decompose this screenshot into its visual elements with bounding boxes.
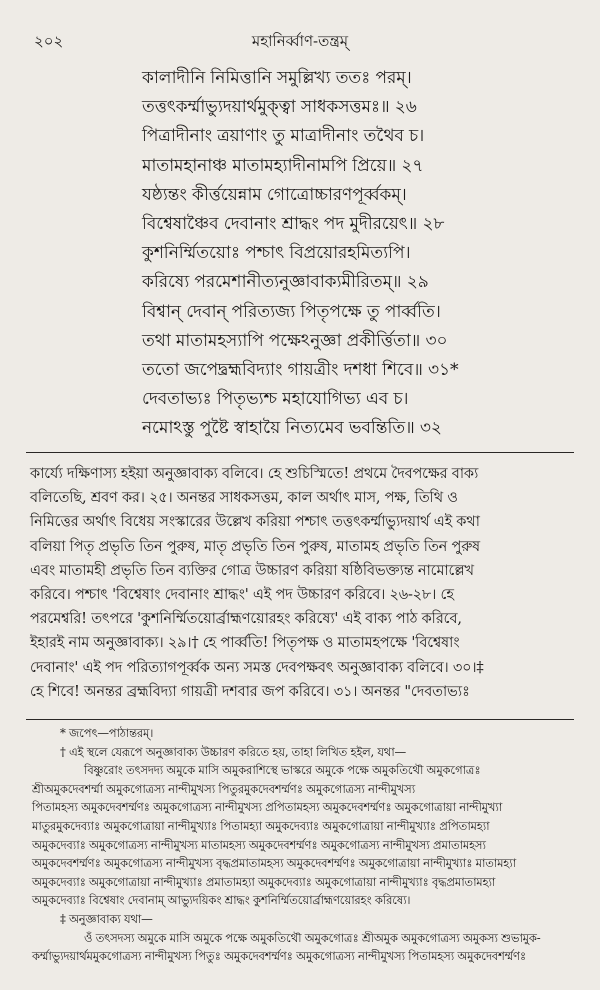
footnote-line: মাতুরমুকদেব্যাঃ অমুকগোত্রায়া নান্দীমুখ্যাঃ পিতামহ্যা অমুকদেব্যাঃ অমুকগোত্রায়া নান্দীমুখ্যাঃ প্রপিতামহ্যা [32, 818, 490, 833]
footnote-line: † এই স্থলে যেরূপে অনুজ্ঞাবাক্য উচ্চারণ করিতে হয়, তাহা লিখিত হইল, যথা— [60, 744, 406, 759]
running-title: মহানির্ব্বাণ-তন্ত্রম্‌ [251, 32, 349, 50]
sanskrit-verses [142, 64, 572, 443]
verse-line: নমোঽস্তু পুষ্টৈ স্বাহায়ৈ নিত্যমেব ভবন্তিতি॥ ৩২ [142, 418, 442, 439]
footnote-line: অমুকদেব্যাঃ বিশ্বেষাং দেবানাম্‌ আভ্যুদয়িকং শ্রাদ্ধং কুশনির্ম্মিতয়োর্ব্রাহ্মণয়োরহং করিষ্যে। [32, 893, 411, 908]
verse-line: বিশ্বান্‌ দেবান্‌ পরিত্যজ্য পিতৃপক্ষে তু পার্ব্বতি। [142, 301, 441, 322]
footnote-line: বিষ্ণুরোং তৎসদদ্য অমুকে মাসি অমুকরাশিস্থে ভাস্করে অমুকে পক্ষে অমুকতিথৌ অমুকগোত্রঃ [84, 763, 481, 778]
translation-line: নিমিত্তের অর্থাৎ বিধেয় সংস্কারের উল্লেখ করিয়া পশ্চাৎ তত্তৎকর্ম্মাভ্যুদয়ার্থ এই কথা [30, 513, 480, 531]
verse-line: কুশনির্ম্মিতয়োঃ পশ্চাৎ বিপ্রয়োরহমিত্যপি। [142, 243, 411, 264]
translation-line: করিবে। পশ্চাৎ 'বিশ্বেষাং দেবানাং শ্রাদ্ধং' এই পদ উচ্চারণ করিবে। ২৬-২৮। হে [30, 585, 454, 603]
footnote-line: অমুকদেব্যাঃ অমুকগোত্রস্য নান্দীমুখস্য মাতামহস্য অমুকদেবশর্ম্মণঃ অমুকগোত্রস্য নান্দীমুখস্য প্রমাতামহস্য [32, 837, 486, 852]
footnote-line: * জপেৎ—পাঠান্তরম্‌। [60, 726, 154, 740]
translation-line: পরমেশ্বরি! তৎপরে 'কুশনির্ম্মিতয়োর্ব্রাহ্মণয়োরহং করিষ্যে' এই বাক্য পাঠ করিবে, [30, 610, 462, 628]
verse-line: তত্তৎকর্ম্মাভ্যুদয়ার্থমুক্ত্বা সাধকসত্তমঃ॥ ২৬ [142, 97, 417, 118]
verse-line: করিষ্যে পরমেশানীত্যনুজ্ঞাবাক্যমীরিতম্‌॥ ২৯ [142, 272, 429, 293]
footnote-line: অমুকদেবশর্ম্মণঃ অমুকগোত্রস্য নান্দীমুখস্য বৃদ্ধপ্রমাতামহস্য অমুকদেবশর্ম্মণঃ অমুকগোত্রায়া নান্দীমুখ্যাঃ মাতামহ্যা [32, 856, 516, 871]
footnote-divider [26, 719, 574, 720]
verse-line: পিত্রাদীনাং ত্রয়াণাং তু মাত্রাদীনাং তথৈব চ। [142, 126, 425, 147]
verse-line: বিশ্বেষাঞ্চৈব দেবানাং শ্রাদ্ধং পদ মুদীরয়েৎ॥ ২৮ [142, 213, 445, 234]
translation-line: দেবানাং' এই পদ পরিত্যাগপূর্ব্বক অন্য সমস্ত দেবপক্ষবৎ অনুজ্ঞাবাক্য বলিবে। ৩০।‡ [30, 658, 484, 676]
verse-line: যষ্ঠ্যন্তং কীর্ত্তয়েন্নাম গোত্রোচ্চারণপূর্ব্বকম্‌। [142, 184, 407, 205]
footnote-line: শ্রীঅমুকদেবশর্ম্মা অমুকগোত্রস্য নান্দীমুখস্য পিতুরমুকদেবশর্ম্মণঃ অমুকগোত্রস্য নান্দীমুখস্য [32, 781, 415, 796]
footnote-line: কর্ম্মাভ্যুদয়ার্থমমুকগোত্রস্য নান্দীমুখস্য পিতুঃ অমুকদেবশর্ম্মণঃ অমুকগোত্রস্য নান্দীমুখস্য পিতামহস্য অমুকদেবশর্ম্মণঃ [32, 949, 526, 964]
footnote-line: ওঁ তৎসদস্য অমুকে মাসি অমুকে পক্ষে অমুকতিথৌ অমুকগোত্রঃ শ্রীঅমুক অমুকগোত্রস্য অমুকস্য শুভামুক- [84, 930, 541, 945]
translation-line: এবং মাতামহী প্রভৃতি তিন ব্যক্তির গোত্র উচ্চারণ করিয়া ষষ্ঠিবিভক্ত্যন্ত নামোল্লেখ [30, 561, 474, 579]
translation-line: বলিতেছি, শ্রবণ কর। ২৫। অনন্তর সাধকসত্তম, কাল অর্থাৎ মাস, পক্ষ, তিথি ও [30, 489, 458, 507]
verse-line: কালাদীনি নিমিত্তানি সমুল্লিখ্য ততঃ পরম্‌। [142, 68, 412, 88]
verse-line: তথা মাতামহস্যাপি পক্ষেঽনুজ্ঞা প্রকীর্ত্তিতা॥ ৩০ [142, 330, 448, 351]
footnote-line: ‡ অনুজ্ঞাবাক্য যথা— [60, 911, 153, 926]
verse-line: মাতামহানাঞ্চ মাতামহ্যাদীনামপি প্রিয়ে॥ ২৭ [142, 155, 424, 176]
translation-line: বলিয়া পিতৃ প্রভৃতি তিন পুরুষ, মাতৃ প্রভৃতি তিন পুরুষ, মাতামহ প্রভৃতি তিন পুরুষ [30, 537, 480, 555]
translation-line: কার্য্যে দক্ষিণাস্য হইয়া অনুজ্ঞাবাক্য বলিবে। হে শুচিস্মিতে! প্রথমে দৈবপক্ষের বাক্য [30, 465, 479, 482]
footnotes [32, 724, 572, 966]
section-divider [26, 452, 574, 453]
footnote-line: পিতামহস্য অমুকদেবশর্ম্মণঃ অমুকগোত্রস্য নান্দীমুখস্য প্রপিতামহস্য অমুকদেবশর্ম্মণঃ অমুকগোত্রায়া নান্দীমুখ্যা [32, 800, 503, 815]
verse-line: দেবতাভ্যঃ পিতৃভ্যশ্চ মহাযোগিভ্য এব চ। [142, 389, 409, 410]
verse-line: ততো জপেদ্ব্রহ্মবিদ্যাং গায়ত্রীং দশধা শিবে॥ ৩১* [142, 359, 459, 380]
translation-line: হে শিবে! অনন্তর ব্রহ্মবিদ্যা গায়ত্রী দশবার জপ করিবে। ৩১। অনন্তর "দেবতাভ্যঃ [30, 682, 470, 700]
page-number: ২০২ [34, 32, 64, 50]
translation-line: ইহারই নাম অনুজ্ঞাবাক্য। ২৯।† হে পার্ব্বতি! পিতৃপক্ষ ও মাতামহপক্ষে 'বিশ্বেষাং [30, 634, 460, 652]
page-header [34, 30, 566, 54]
footnote-line: অমুকদেব্যাঃ অমুকগোত্রায়া নান্দীমুখ্যাঃ প্রমাতামহ্যা অমুকদেব্যাঃ অমুকগোত্রায়া নান্দীমুখ্যাঃ বৃদ্ধপ্রমাতামহ্যা [32, 874, 496, 889]
bengali-translation [30, 462, 570, 704]
